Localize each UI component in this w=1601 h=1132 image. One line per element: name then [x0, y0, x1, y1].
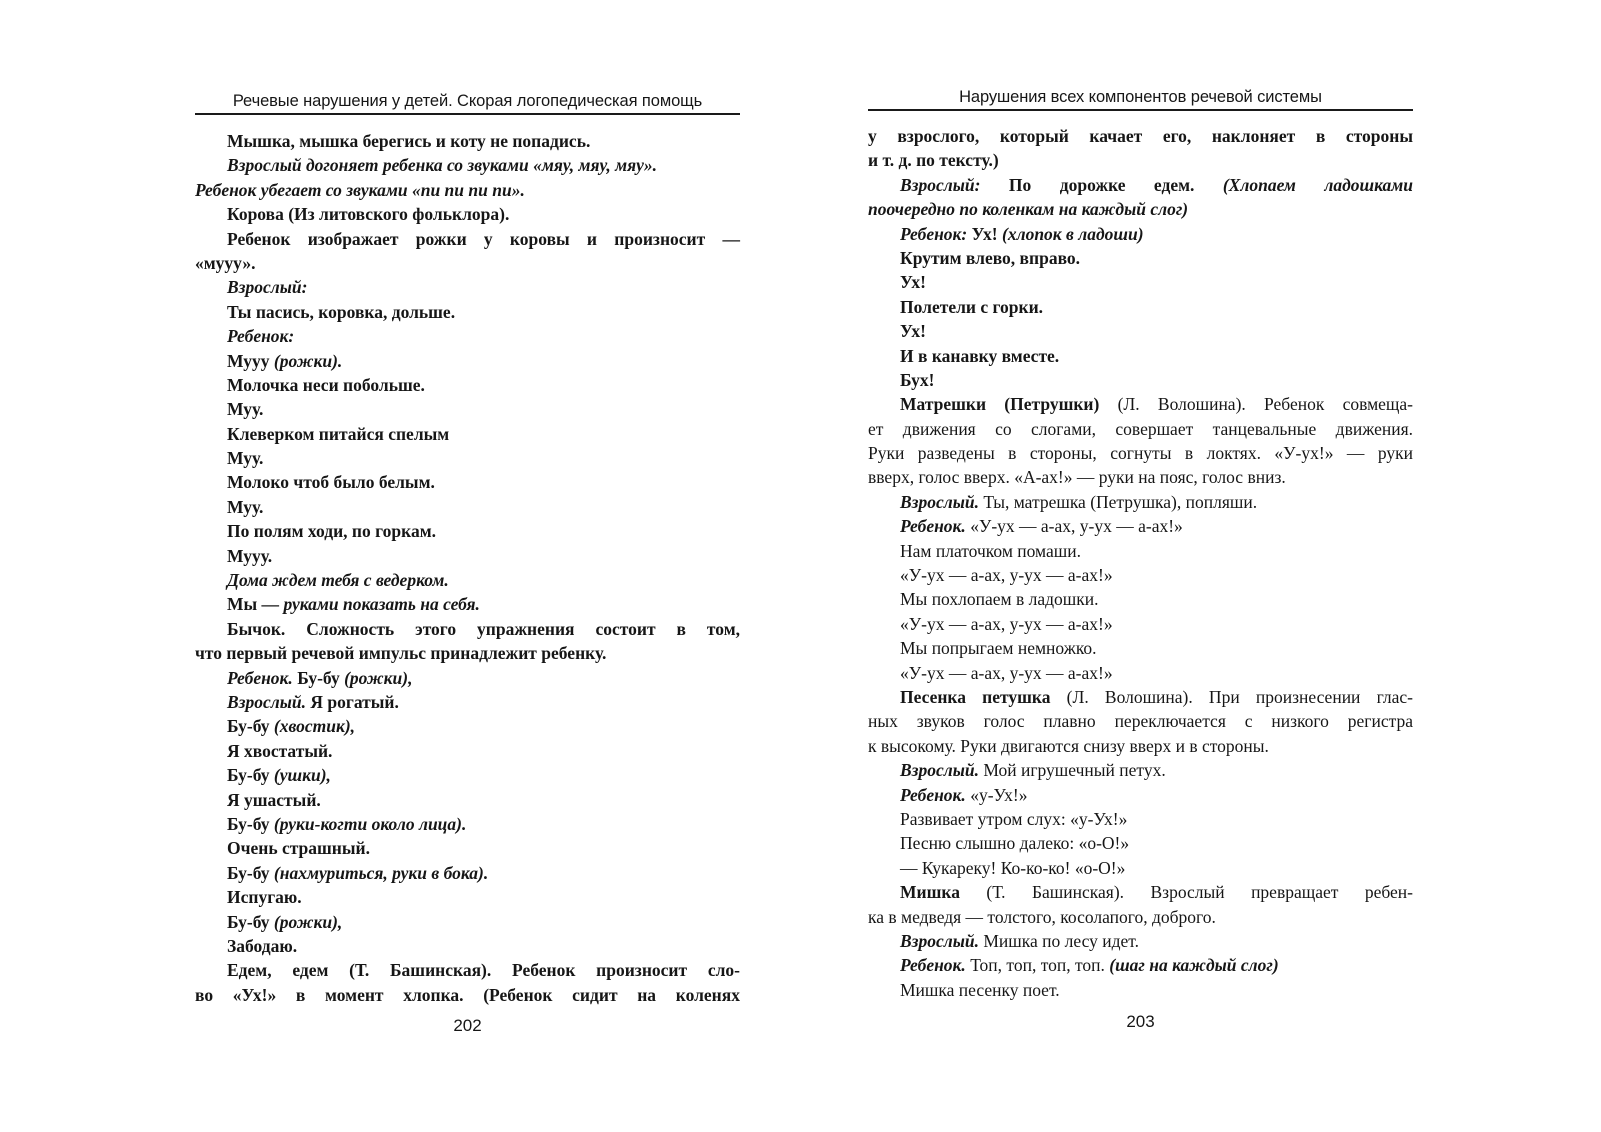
- text-line: [195, 812, 740, 836]
- text-line: [195, 300, 740, 324]
- text-run: «у-Ух!»: [965, 784, 1028, 805]
- page-number-right: 203: [1126, 1012, 1155, 1031]
- text-line: [195, 714, 740, 738]
- italic-text: Ребенок убегает со звуками «пи пи пи пи».: [195, 179, 525, 200]
- text-run: Бу-бу: [292, 667, 345, 688]
- text-run: Ух!: [900, 321, 926, 342]
- text-run: Ребенок изображает рожки у коровы и произносит —: [227, 228, 740, 249]
- text-line: [868, 978, 1413, 1002]
- text-run: Нам платочком помаши.: [900, 540, 1081, 561]
- text-run: (Т. Башинская). Взрослый превращает ребен-: [959, 882, 1413, 903]
- text-line: [868, 807, 1413, 831]
- italic-text: поочередно по коленкам на каждый слог): [868, 199, 1189, 220]
- text-run: Руки разведены в стороны, согнуты в локтях. «У-ух!» — руки: [868, 443, 1413, 464]
- text-line: [195, 251, 740, 275]
- italic-text: (хвостик),: [273, 716, 356, 737]
- text-run: ка в медведя — толстого, косолапого, доброго.: [868, 906, 1216, 927]
- text-run: ет движения со слогами, совершает танцевальные движения.: [868, 418, 1413, 439]
- text-run: Мишка по лесу идет.: [979, 930, 1139, 951]
- text-line: [195, 739, 740, 763]
- text-line: [868, 783, 1413, 807]
- text-run: Ух!: [900, 272, 926, 293]
- italic-text: Ребенок.: [900, 516, 966, 537]
- text-line: [868, 441, 1413, 465]
- italic-text: Ребенок:: [900, 223, 968, 244]
- text-run: Полетели с горки.: [900, 296, 1044, 317]
- text-run: Мууу: [227, 350, 274, 371]
- italic-text: Взрослый догоняет ребенка со звуками «мяу, мяу, мяу».: [227, 155, 658, 176]
- text-line: [195, 397, 740, 421]
- text-run: (Из литовского фольклора).: [283, 204, 510, 225]
- left-page-text: [195, 129, 740, 1007]
- text-run: Бычок.: [227, 618, 286, 639]
- text-run: Матрешки (Петрушки): [900, 394, 1100, 415]
- text-run: Бу-бу: [227, 911, 274, 932]
- text-line: [195, 324, 740, 348]
- italic-text: Взрослый.: [227, 691, 306, 712]
- text-run: Мууу.: [227, 545, 273, 566]
- italic-text: (рожки).: [273, 350, 343, 371]
- text-run: И в канавку вместе.: [900, 345, 1060, 366]
- text-run: Молоко чтоб было белым.: [227, 472, 435, 493]
- italic-text: (нахмуриться, руки в бока).: [273, 862, 489, 883]
- text-line: [868, 929, 1413, 953]
- text-line: [195, 958, 740, 982]
- text-line: [868, 295, 1413, 319]
- italic-text: руками показать на себя.: [283, 594, 480, 615]
- italic-text: Взрослый:: [900, 174, 981, 195]
- text-line: [868, 246, 1413, 270]
- text-line: [868, 124, 1413, 148]
- text-line: [868, 563, 1413, 587]
- text-line: [195, 763, 740, 787]
- text-line: [195, 519, 740, 543]
- text-run: Муу.: [227, 448, 264, 469]
- text-line: [195, 617, 740, 641]
- text-line: [868, 661, 1413, 685]
- text-run: Муу.: [227, 496, 264, 517]
- text-run: По дорожке едем.: [980, 174, 1223, 195]
- text-line: [868, 148, 1413, 172]
- text-run: Я ушастый.: [227, 789, 321, 810]
- text-run: Корова: [227, 204, 284, 225]
- text-line: [868, 636, 1413, 660]
- text-line: [195, 934, 740, 958]
- text-line: [868, 368, 1413, 392]
- text-line: [195, 910, 740, 934]
- text-run: что первый речевой импульс принадлежит ребенку.: [195, 643, 607, 664]
- text-run: Мы —: [227, 594, 284, 615]
- running-header-left: Речевые нарушения у детей. Скорая логопедическая помощь: [195, 92, 740, 115]
- text-line: [868, 392, 1413, 416]
- text-line: [195, 202, 740, 226]
- italic-text: (ушки),: [273, 765, 331, 786]
- italic-text: Дома ждем тебя с ведерком.: [227, 570, 449, 591]
- italic-text: (рожки),: [344, 667, 413, 688]
- text-run: (Л. Волошина). Ребенок совмеща-: [1099, 394, 1413, 415]
- text-line: [868, 197, 1413, 221]
- italic-text: Взрослый.: [900, 760, 979, 781]
- text-run: Песенка петушка: [900, 686, 1051, 707]
- text-run: Топ, топ, топ, топ.: [965, 955, 1110, 976]
- text-line: [195, 470, 740, 494]
- text-line: [868, 539, 1413, 563]
- text-run: Молочка неси побольше.: [227, 374, 425, 395]
- text-run: и т. д. по тексту.): [868, 150, 999, 171]
- text-run: ных звуков голос плавно переключается с низкого регистра: [868, 711, 1413, 732]
- text-line: [195, 836, 740, 860]
- text-run: Муу.: [227, 399, 264, 420]
- text-run: — Кукареку! Ко-ко-ко! «о-О!»: [900, 857, 1126, 878]
- text-run: Бух!: [900, 369, 935, 390]
- text-run: «У-ух — а-ах, у-ух — а-ах!»: [965, 516, 1183, 537]
- text-run: вверх, голос вверх. «А-ах!» — руки на пояс, голос вниз.: [868, 467, 1286, 488]
- text-run: к высокому. Руки двигаются снизу вверх и в стороны.: [868, 735, 1269, 756]
- text-line: [868, 222, 1413, 246]
- text-line: [868, 734, 1413, 758]
- text-run: Мы похлопаем в ладошки.: [900, 589, 1099, 610]
- text-line: [195, 446, 740, 470]
- page-number-left: 202: [453, 1016, 482, 1035]
- text-line: [868, 587, 1413, 611]
- text-run: во «Ух!» в момент хлопка. (Ребенок сидит на коленях: [195, 984, 740, 1005]
- text-line: [868, 417, 1413, 441]
- italic-text: Взрослый.: [900, 491, 979, 512]
- italic-text: Ребенок.: [227, 667, 293, 688]
- text-line: [195, 690, 740, 714]
- text-line: [195, 178, 740, 202]
- text-line: [195, 641, 740, 665]
- text-line: [868, 880, 1413, 904]
- text-line: [195, 373, 740, 397]
- text-line: [868, 173, 1413, 197]
- italic-text: Ребенок:: [227, 326, 295, 347]
- italic-text: (рожки),: [273, 911, 343, 932]
- text-run: Мишка: [900, 882, 960, 903]
- text-line: [868, 709, 1413, 733]
- text-run: Бу-бу: [227, 813, 274, 834]
- text-run: Бу-бу: [227, 862, 274, 883]
- text-run: Мой игрушечный петух.: [979, 760, 1166, 781]
- text-line: [195, 153, 740, 177]
- text-line: [195, 422, 740, 446]
- text-run: Песню слышно далеко: «о-О!»: [900, 833, 1130, 854]
- text-line: [868, 514, 1413, 538]
- text-line: [868, 856, 1413, 880]
- text-line: [868, 831, 1413, 855]
- italic-text: Ребенок.: [900, 955, 966, 976]
- text-run: «У-ух — а-ах, у-ух — а-ах!»: [900, 662, 1113, 683]
- text-run: Клеверком питайся спелым: [227, 423, 450, 444]
- text-run: «У-ух — а-ах, у-ух — а-ах!»: [900, 613, 1113, 634]
- text-run: Мишка песенку поет.: [900, 979, 1060, 1000]
- text-line: [195, 349, 740, 373]
- right-page-text: [868, 124, 1413, 1002]
- italic-text: Взрослый.: [900, 930, 979, 951]
- text-run: Мы попрыгаем немножко.: [900, 638, 1097, 659]
- text-run: Я хвостатый.: [227, 740, 333, 761]
- text-line: [195, 861, 740, 885]
- text-run: Едем, едем: [227, 960, 329, 981]
- italic-text: (руки-когти около лица).: [273, 813, 467, 834]
- text-line: [868, 685, 1413, 709]
- text-line: [868, 270, 1413, 294]
- running-header-right: Нарушения всех компонентов речевой системы: [868, 88, 1413, 111]
- italic-text: Взрослый:: [227, 277, 308, 298]
- text-line: [195, 129, 740, 153]
- text-line: [868, 953, 1413, 977]
- text-run: Забодаю.: [227, 935, 298, 956]
- text-line: [868, 344, 1413, 368]
- text-run: Я рогатый.: [306, 691, 399, 712]
- text-run: Развивает утром слух: «у-Ух!»: [900, 808, 1128, 829]
- text-run: По полям ходи, по горкам.: [227, 521, 437, 542]
- text-run: Ты пасись, коровка, дольше.: [227, 301, 456, 322]
- text-run: Ух!: [967, 223, 1003, 244]
- text-line: [195, 544, 740, 568]
- text-line: [868, 905, 1413, 929]
- text-run: Бу-бу: [227, 765, 274, 786]
- text-line: [868, 490, 1413, 514]
- text-run: (Л. Волошина). При произнесении глас-: [1050, 686, 1413, 707]
- text-run: Крутим влево, вправо.: [900, 247, 1081, 268]
- italic-text: (шаг на каждый слог): [1109, 955, 1279, 976]
- text-line: [868, 612, 1413, 636]
- text-run: у взрослого, который качает его, наклоняет в стороны: [868, 126, 1413, 146]
- text-run: Испугаю.: [227, 887, 302, 908]
- text-run: Мышка, мышка берегись и коту не попадись.: [227, 131, 591, 151]
- italic-text: (Хлопаем ладошками: [1222, 174, 1413, 195]
- text-run: Бу-бу: [227, 716, 274, 737]
- text-line: [195, 592, 740, 616]
- text-line: [868, 758, 1413, 782]
- text-line: [195, 666, 740, 690]
- text-line: [195, 983, 740, 1007]
- text-line: [195, 788, 740, 812]
- text-run: (Т. Башинская). Ребенок произносит сло-: [328, 960, 740, 981]
- text-run: «мууу».: [195, 252, 256, 273]
- text-line: [868, 465, 1413, 489]
- text-run: Ты, матрешка (Петрушка), попляши.: [979, 491, 1258, 512]
- text-line: [195, 275, 740, 299]
- text-line: [195, 885, 740, 909]
- text-run: «У-ух — а-ах, у-ух — а-ах!»: [900, 565, 1113, 586]
- italic-text: Ребенок.: [900, 784, 966, 805]
- text-line: [868, 319, 1413, 343]
- text-line: [195, 227, 740, 251]
- text-run: Сложность этого упражнения состоит в том,: [285, 618, 740, 639]
- italic-text: (хлопок в ладоши): [1002, 223, 1144, 244]
- text-line: [195, 495, 740, 519]
- text-run: Очень страшный.: [227, 838, 370, 859]
- text-line: [195, 568, 740, 592]
